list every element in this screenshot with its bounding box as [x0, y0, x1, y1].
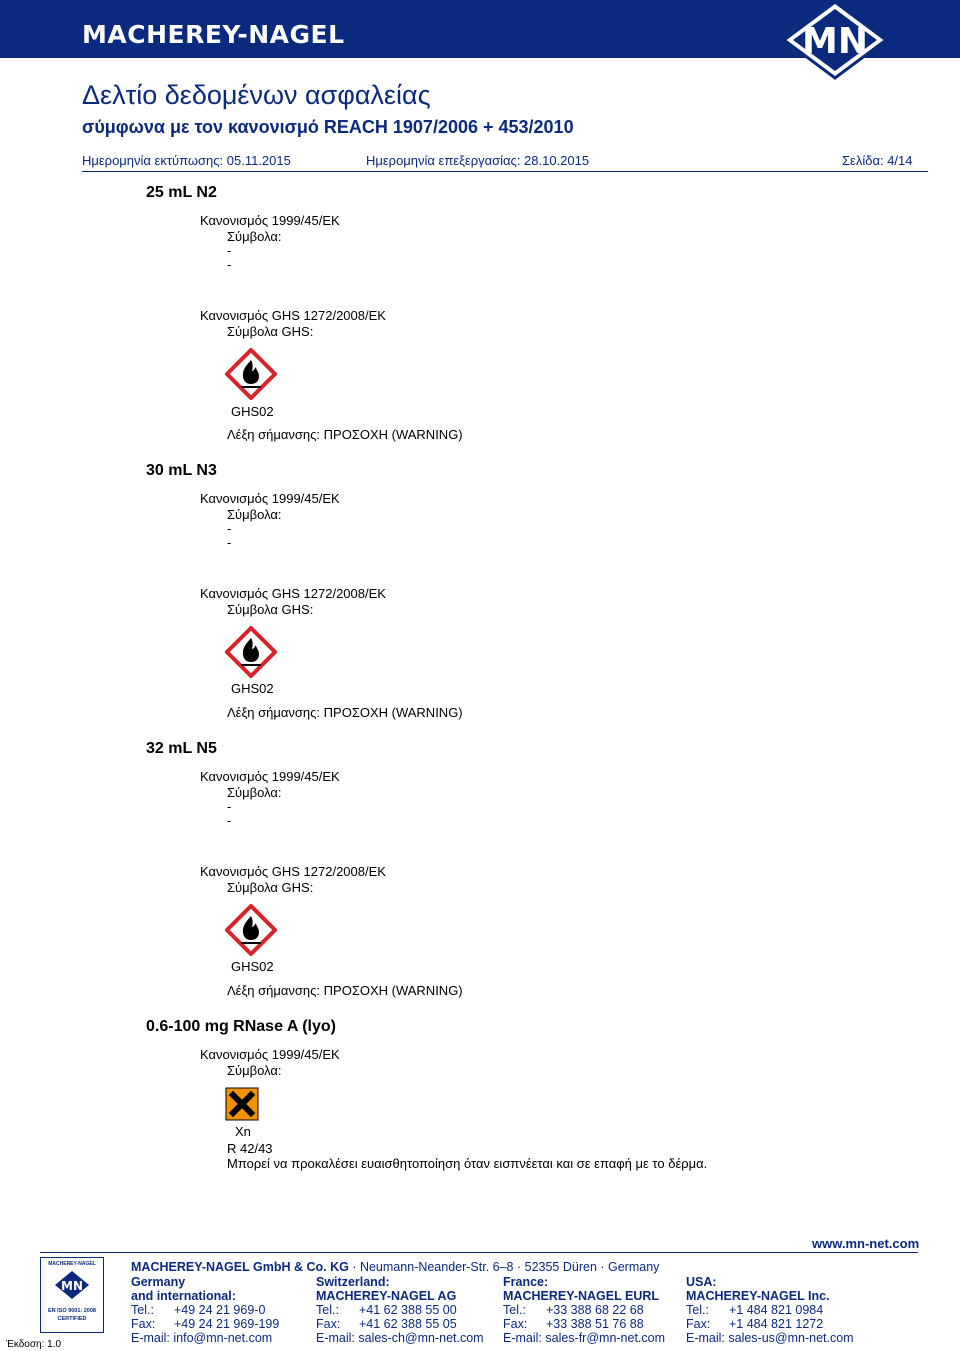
- regulation-1999-label: Κανονισμός 1999/45/ΕΚ: [200, 213, 340, 228]
- iso-certification-badge: [40, 1257, 104, 1333]
- tel-number: +1 484 821 0984: [729, 1303, 824, 1317]
- ghs-symbols-label: Σύμβολα GHS:: [227, 602, 314, 617]
- document-subtitle: σύμφωνα με τον κανονισμό REACH 1907/2006 + 453/2010: [82, 117, 574, 137]
- ghs-symbols-label: Σύμβολα GHS:: [227, 324, 314, 339]
- fax-number: +33 388 51 76 88: [546, 1317, 644, 1331]
- regulation-ghs-label: Κανονισμός GHS 1272/2008/ΕΚ: [200, 586, 386, 601]
- document-title: Δελτίο δεδομένων ασφαλείας: [82, 80, 431, 110]
- header-divider: [82, 171, 928, 172]
- fax-number: +41 62 388 55 05: [359, 1317, 457, 1331]
- tel-label: Tel.:: [131, 1303, 154, 1317]
- section-heading: 32 mL N5: [146, 740, 217, 757]
- mn-logo-small-icon: [54, 1270, 90, 1300]
- company-street: · Neumann-Neander-Str. 6–8 · 52355 Düren · Germany: [348, 1260, 660, 1274]
- symbol-dash: -: [227, 799, 232, 814]
- page-number: Σελίδα: 4/14: [842, 153, 913, 168]
- mn-logo-icon: [780, 0, 890, 80]
- ghs-symbols-label: Σύμβολα GHS:: [227, 880, 314, 895]
- flame-pictogram-icon: [225, 626, 277, 678]
- regulation-1999-label: Κανονισμός 1999/45/ΕΚ: [200, 491, 340, 506]
- version-label: Έκδοση: 1.0: [6, 1339, 62, 1350]
- contact-subtitle: MACHEREY-NAGEL AG: [316, 1289, 457, 1303]
- company-address: [131, 1260, 659, 1274]
- symbol-dash: -: [227, 535, 232, 550]
- contact-title: Germany: [131, 1275, 186, 1289]
- tel-number: +33 388 68 22 68: [546, 1303, 644, 1317]
- regulation-1999-label: Κανονισμός 1999/45/ΕΚ: [200, 769, 340, 784]
- brand-name: MACHEREY-NAGEL: [82, 20, 345, 49]
- symbol-dash: -: [227, 521, 232, 536]
- signal-word: Λέξη σήμανσης: ΠΡΟΣΟΧΗ (WARNING): [227, 983, 463, 998]
- print-date: Ημερομηνία εκτύπωσης: 05.11.2015: [82, 153, 291, 168]
- symbol-code: Xn: [235, 1124, 251, 1139]
- website-link[interactable]: www.mn-net.com: [812, 1236, 920, 1251]
- contact-subtitle: MACHEREY-NAGEL Inc.: [686, 1289, 830, 1303]
- contact-usa: [686, 1275, 854, 1345]
- contact-switzerland: [316, 1275, 484, 1345]
- symbol-dash: -: [227, 813, 232, 828]
- signal-word: Λέξη σήμανσης: ΠΡΟΣΟΧΗ (WARNING): [227, 705, 463, 720]
- symbols-label: Σύμβολα:: [227, 507, 282, 522]
- pictogram-code: GHS02: [231, 959, 274, 974]
- regulation-ghs-label: Κανονισμός GHS 1272/2008/ΕΚ: [200, 308, 386, 323]
- contact-subtitle: and international:: [131, 1289, 236, 1303]
- pictogram-code: GHS02: [231, 681, 274, 696]
- email-link[interactable]: E-mail: sales-fr@mn-net.com: [503, 1331, 666, 1345]
- section-heading: 25 mL N2: [146, 184, 217, 201]
- cert-brand: MACHEREY-NAGEL: [48, 1261, 96, 1267]
- email-link[interactable]: E-mail: sales-us@mn-net.com: [686, 1331, 854, 1345]
- svg-text:MN: MN: [61, 1279, 83, 1293]
- email-link[interactable]: E-mail: info@mn-net.com: [131, 1331, 273, 1345]
- r-phrase-code: R 42/43: [227, 1141, 273, 1156]
- revision-date: Ημερομηνία επεξεργασίας: 28.10.2015: [366, 153, 590, 168]
- section-heading: 30 mL N3: [146, 462, 217, 479]
- tel-label: Tel.:: [686, 1303, 709, 1317]
- contact-title: Switzerland:: [316, 1275, 390, 1289]
- fax-label: Fax:: [316, 1317, 341, 1331]
- fax-number: +1 484 821 1272: [729, 1317, 824, 1331]
- email-link[interactable]: E-mail: sales-ch@mn-net.com: [316, 1331, 484, 1345]
- cert-status: CERTIFIED: [57, 1316, 87, 1322]
- fax-label: Fax:: [686, 1317, 711, 1331]
- symbol-dash: -: [227, 257, 232, 272]
- tel-number: +41 62 388 55 00: [359, 1303, 457, 1317]
- cert-standard: EN ISO 9001: 2008: [47, 1308, 96, 1314]
- fax-label: Fax:: [131, 1317, 156, 1331]
- signal-word: Λέξη σήμανσης: ΠΡΟΣΟΧΗ (WARNING): [227, 427, 463, 442]
- regulation-1999-label: Κανονισμός 1999/45/ΕΚ: [200, 1047, 340, 1062]
- r-phrase-text: Μπορεί να προκαλέσει ευαισθητοποίηση όταν εισπνέεται και σε επαφή με το δέρμα.: [227, 1156, 708, 1171]
- flame-pictogram-icon: [225, 904, 277, 956]
- tel-label: Tel.:: [503, 1303, 526, 1317]
- contact-germany: [131, 1275, 279, 1345]
- pictogram-code: GHS02: [231, 404, 274, 419]
- tel-label: Tel.:: [316, 1303, 339, 1317]
- tel-number: +49 24 21 969-0: [174, 1303, 266, 1317]
- contact-title: France:: [503, 1275, 549, 1289]
- fax-number: +49 24 21 969-199: [174, 1317, 280, 1331]
- contact-france: [503, 1275, 665, 1345]
- symbols-label: Σύμβολα:: [227, 785, 282, 800]
- contact-title: USA:: [686, 1275, 717, 1289]
- company-name: MACHEREY-NAGEL GmbH & Co. KG: [131, 1260, 349, 1274]
- logo-text: MN: [802, 21, 868, 62]
- section-heading: 0.6-100 mg RNase A (lyo): [146, 1018, 336, 1035]
- symbols-label: Σύμβολα:: [227, 1063, 282, 1078]
- symbol-dash: -: [227, 243, 232, 258]
- harmful-x-icon: [225, 1087, 259, 1121]
- symbols-label: Σύμβολα:: [227, 229, 282, 244]
- contact-subtitle: MACHEREY-NAGEL EURL: [503, 1289, 660, 1303]
- regulation-ghs-label: Κανονισμός GHS 1272/2008/ΕΚ: [200, 864, 386, 879]
- fax-label: Fax:: [503, 1317, 528, 1331]
- footer-divider: [40, 1252, 918, 1253]
- flame-pictogram-icon: [225, 348, 277, 400]
